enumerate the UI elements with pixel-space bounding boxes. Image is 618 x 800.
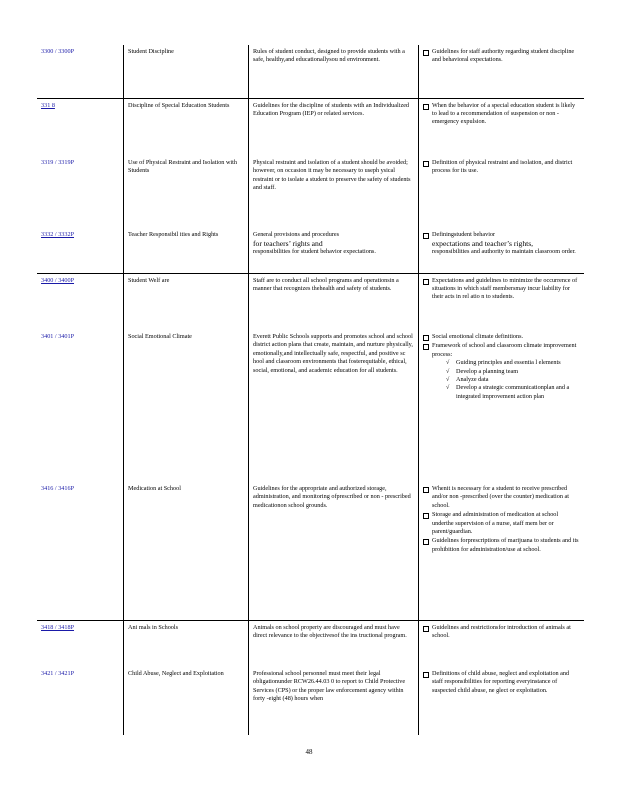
policy-code: 3319 / 3319P	[41, 159, 75, 166]
policy-details	[419, 45, 585, 98]
checklist-item: √ Develop a planning team	[446, 368, 580, 376]
policy-code	[37, 620, 124, 667]
table-row	[37, 667, 584, 735]
policy-link[interactable]: 3418 / 3418P	[41, 623, 75, 631]
policy-title: Medication at School	[124, 482, 249, 620]
table-row	[37, 482, 584, 620]
checklist-item: √ Analyze data	[446, 376, 580, 384]
policy-title: Use of Physical Restraint and Isolation with Students	[124, 156, 249, 228]
list-item: Guidelines and restrictionsfor introduction of animals at school.	[423, 624, 580, 641]
policy-code: 3416 / 3416P	[41, 485, 75, 492]
list-item: Guidelines for staff authority regarding student discipline and behavioral expectations.	[423, 48, 580, 65]
table-row	[37, 620, 584, 667]
table-row	[37, 98, 584, 156]
policy-details	[419, 228, 585, 273]
policy-description: Animals on school property are discouraged and must have direct relevance to the objectivesof the ins tructional program.	[249, 620, 419, 667]
policy-details	[419, 330, 585, 482]
list-item: Definition of physical restraint and isolation, and district process for its use.	[423, 159, 580, 176]
policy-description: Professional school personnel must meet their legal obligationunder RCW26.44.03 0 to report to Child Protective Services (CPS) or the proper law enforcement agency within forty -eight (48) hours when	[249, 667, 419, 735]
list-item: Whenit is necessary for a student to receive prescribed and/or non -prescribed (over the counter) medication at school.	[423, 485, 580, 510]
policy-details	[419, 667, 585, 735]
checklist-item: √ Guiding principles and essentia l elements	[446, 359, 580, 367]
policy-title: Teacher Responsibil ities and Rights	[124, 228, 249, 273]
policy-title: Student Discipline	[124, 45, 249, 98]
list-item: Guidelines forprescriptions of marijuana to students and its prohibition for administration/use at school.	[423, 537, 580, 554]
list-item: Framework of school and classroom climate improvement process: √ Guiding principles and essentia l elements √ Develop a planning team √ Analyze data √ Develop a strategic communicationplan and a integrated improvement action plan	[423, 342, 580, 401]
policy-details	[419, 98, 585, 156]
policy-details	[419, 620, 585, 667]
policy-title: Ani mals in Schools	[124, 620, 249, 667]
policy-details	[419, 482, 585, 620]
policy-description: Everett Public Schools supports and promotes school and school district action plans that create, maintain, and nurture physically, emotionally,and intellectually safe, respectful, and positive sc hool and classroom environments that fosterequitable, ethical, social, emotional, and academic education for all students.	[249, 330, 419, 482]
policy-title: Social Emotional Climate	[124, 330, 249, 482]
policy-details	[419, 156, 585, 228]
policy-title: Student Welf are	[124, 273, 249, 330]
list-item: Social emotional climate definitions.	[423, 333, 580, 341]
table-row	[37, 228, 584, 273]
table-row	[37, 273, 584, 330]
checklist-item: √ Develop a strategic communicationplan and a integrated improvement action plan	[446, 384, 580, 401]
table-row	[37, 45, 584, 98]
policy-link[interactable]: 3400 / 3400P	[41, 276, 75, 284]
policy-description: Rules of student conduct, designed to provide students with a safe, healthy,and educationallysou nd environment.	[249, 45, 419, 98]
table-row	[37, 156, 584, 228]
policy-code	[37, 98, 124, 156]
policy-description: General provisions and procedures for teachers’ rights and responsibilities for student behavior expectations.	[249, 228, 419, 273]
list-item: When the behavior of a special education student is likely to lead to a recommendation of suspension or non - emergency expulsion.	[423, 102, 580, 127]
list-item: Expectations and guidelines to minimize the occurrence of situations in which staff membersmay incur liability for their acts in rel atio n to students.	[423, 277, 580, 302]
policy-code: 3421 / 3421P	[41, 670, 75, 677]
list-item: Definitions of child abuse, neglect and exploitation and staff responsibilities for reporting everyinstance of suspected child abuse, ne glect or exploitation.	[423, 670, 580, 695]
policy-link[interactable]: 331 8	[41, 101, 55, 109]
policy-description: Staff are to conduct all school programs and operationsin a manner that recognizes thehealth and safety of students.	[249, 273, 419, 330]
policy-details	[419, 273, 585, 330]
policy-code: 3300 / 3300P	[41, 48, 75, 55]
table-row	[37, 330, 584, 482]
policy-title: Child Abuse, Neglect and Exploitation	[124, 667, 249, 735]
page-number: 48	[305, 748, 313, 756]
policy-table	[37, 45, 584, 735]
policy-code	[37, 273, 124, 330]
policy-link[interactable]: 3332 / 3332P	[41, 231, 75, 238]
policy-description: Guidelines for the discipline of students with an Individualized Education Program (IEP) or related services.	[249, 98, 419, 156]
list-item: Definingstudent behavior expectations and teacher’s rights, responsibilities and authority to maintain classroom order.	[423, 231, 580, 257]
policy-description: Guidelines for the appropriate and authorized storage, administration, and monitoring ofprescribed or non - prescribed medicationon school grounds.	[249, 482, 419, 620]
policy-code	[37, 228, 124, 273]
list-item: Storage and administration of medication at school underthe supervision of a nurse, staff mem ber or parent/guardian.	[423, 511, 580, 536]
policy-description: Physical restraint and isolation of a student should be avoided; however, on occasion it may be necessary to useph ysical restraint or to isolate a student to preserve the safety of students and staff.	[249, 156, 419, 228]
policy-title: Discipline of Special Education Students	[124, 98, 249, 156]
policy-code: 3401 / 3401P	[41, 333, 75, 340]
